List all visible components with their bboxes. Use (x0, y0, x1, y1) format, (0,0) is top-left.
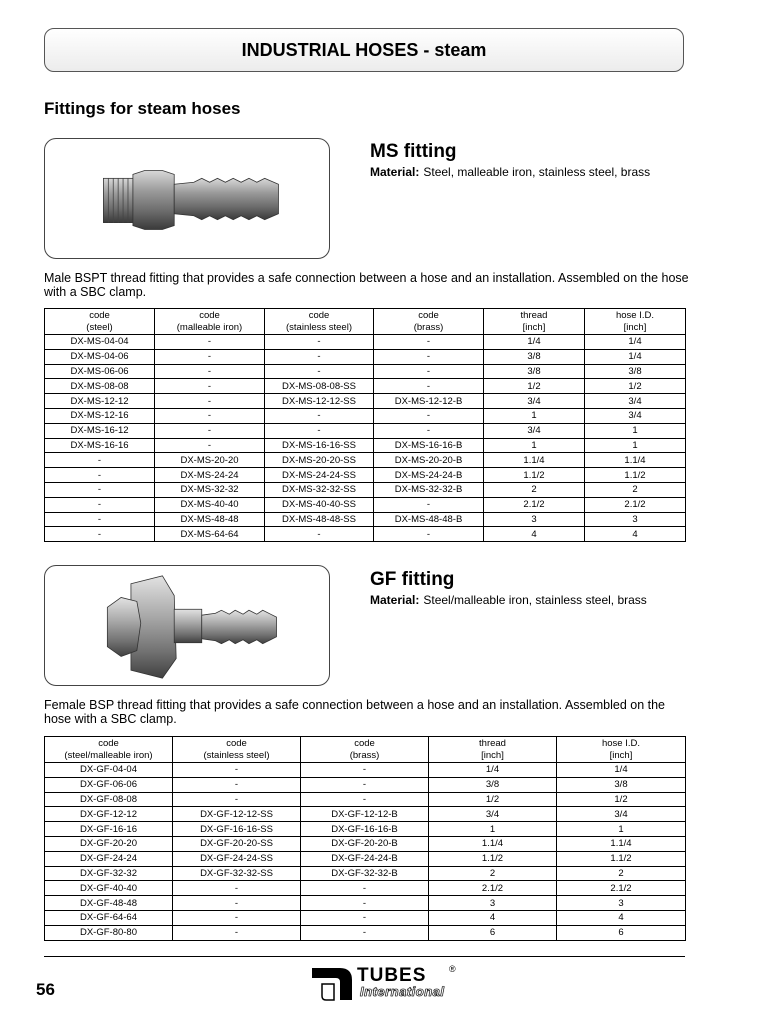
table-cell: 4 (484, 527, 585, 542)
table-cell: DX-GF-80-80 (45, 925, 173, 940)
table-cell: DX-MS-40-40-SS (265, 497, 374, 512)
table-cell: 2.1/2 (557, 881, 686, 896)
table-cell: DX-GF-12-12-B (301, 807, 429, 822)
table-cell: DX-MS-32-32-B (374, 482, 484, 497)
footer-divider (44, 956, 685, 957)
gf-col-header-line: (brass) (349, 749, 380, 761)
gf-col-header-line: [inch] (609, 749, 633, 761)
table-cell: DX-MS-12-12-SS (265, 394, 374, 409)
table-row (45, 335, 686, 350)
table-cell: - (301, 881, 429, 896)
table-cell: 2.1/2 (429, 881, 557, 896)
table-cell: DX-MS-40-40 (155, 497, 265, 512)
table-cell: DX-MS-32-32 (155, 482, 265, 497)
table-cell: 1.1/2 (484, 468, 585, 483)
table-cell: 3/4 (557, 807, 686, 822)
tubes-logo (312, 964, 472, 1004)
table-cell: 3/8 (557, 777, 686, 792)
table-cell: 1.1/4 (585, 453, 686, 468)
table-cell: - (155, 335, 265, 350)
ms-fitting-material (370, 165, 650, 179)
table-row (45, 836, 686, 851)
table-cell: DX-MS-08-08 (45, 379, 155, 394)
table-cell: - (173, 792, 301, 807)
table-row (45, 910, 686, 925)
table-cell: 2 (557, 866, 686, 881)
table-row (45, 349, 686, 364)
table-cell: DX-MS-20-20 (155, 453, 265, 468)
table-cell: 3/4 (585, 408, 686, 423)
table-cell: - (45, 497, 155, 512)
table-cell: DX-GF-20-20-B (301, 836, 429, 851)
table-cell: DX-GF-40-40 (45, 881, 173, 896)
ms-col-header-line: (stainless steel) (286, 321, 352, 333)
table-cell: 4 (429, 910, 557, 925)
table-cell: DX-MS-12-12 (45, 394, 155, 409)
table-cell: DX-MS-04-06 (45, 349, 155, 364)
ms-col-header (155, 309, 265, 335)
table-cell: - (45, 453, 155, 468)
table-row (45, 866, 686, 881)
logo-registered-mark: ® (449, 964, 456, 974)
table-cell: 3 (557, 896, 686, 911)
table-row (45, 896, 686, 911)
table-cell: 2.1/2 (585, 497, 686, 512)
table-cell: DX-MS-24-24-SS (265, 468, 374, 483)
table-cell: 1/2 (557, 792, 686, 807)
table-cell: - (301, 910, 429, 925)
table-cell: - (374, 497, 484, 512)
ms-col-header-line: (malleable iron) (176, 321, 243, 333)
table-row (45, 851, 686, 866)
table-cell: 3/8 (585, 364, 686, 379)
ms-col-header-line: hose I.D. (615, 309, 655, 321)
table-cell: DX-MS-16-12 (45, 423, 155, 438)
table-cell: 1.1/2 (585, 468, 686, 483)
table-row (45, 512, 686, 527)
table-cell: 3/4 (484, 423, 585, 438)
ms-fitting-description: Male BSPT thread fitting that provides a safe connection between a hose and an installation. Assembled on the hose with a SBC clamp. (44, 271, 689, 299)
table-cell: - (173, 896, 301, 911)
table-cell: 1.1/4 (484, 453, 585, 468)
table-cell: - (45, 468, 155, 483)
table-cell: - (155, 379, 265, 394)
ms-col-header (585, 309, 686, 335)
table-cell: DX-GF-04-04 (45, 763, 173, 778)
table-cell: 1/2 (585, 379, 686, 394)
table-row (45, 777, 686, 792)
ms-col-header (45, 309, 155, 335)
table-cell: - (265, 349, 374, 364)
table-cell: 1 (585, 438, 686, 453)
table-cell: DX-GF-12-12 (45, 807, 173, 822)
table-cell: - (155, 394, 265, 409)
table-cell: DX-GF-16-16-B (301, 822, 429, 837)
table-cell: - (155, 408, 265, 423)
gf-col-header (45, 737, 173, 763)
table-cell: DX-MS-20-20-B (374, 453, 484, 468)
gf-fitting-image (45, 566, 329, 685)
table-cell: DX-MS-08-08-SS (265, 379, 374, 394)
table-row (45, 881, 686, 896)
gf-fitting-description: Female BSP thread fitting that provides a safe connection between a hose and an installation. Assembled on the hose with a SBC clamp. (44, 698, 666, 726)
table-cell: DX-MS-12-12-B (374, 394, 484, 409)
table-cell: 3/8 (484, 349, 585, 364)
table-cell: DX-GF-08-08 (45, 792, 173, 807)
table-cell: 1/4 (484, 335, 585, 350)
gf-table-header-row (45, 737, 686, 763)
gf-col-header-line: hose I.D. (601, 737, 641, 749)
table-cell: - (173, 881, 301, 896)
table-cell: - (45, 527, 155, 542)
table-cell: - (301, 925, 429, 940)
table-cell: DX-MS-06-06 (45, 364, 155, 379)
ms-col-header (265, 309, 374, 335)
table-cell: - (155, 438, 265, 453)
table-row (45, 527, 686, 542)
gf-fitting-title: GF fitting (370, 569, 455, 590)
table-row (45, 807, 686, 822)
table-cell: 2 (429, 866, 557, 881)
table-cell: - (301, 896, 429, 911)
table-cell: 1/2 (484, 379, 585, 394)
gf-col-header-line: code (354, 737, 375, 749)
table-cell: 3 (429, 896, 557, 911)
table-row (45, 438, 686, 453)
table-cell: 1/4 (585, 335, 686, 350)
table-cell: - (265, 423, 374, 438)
ms-col-header-line: code (418, 309, 439, 321)
table-cell: 3/8 (484, 364, 585, 379)
gf-col-header (173, 737, 301, 763)
table-cell: 1/2 (429, 792, 557, 807)
gf-col-header (301, 737, 429, 763)
ms-col-header-line: code (199, 309, 220, 321)
table-row (45, 763, 686, 778)
table-cell: - (301, 792, 429, 807)
gf-col-header (429, 737, 557, 763)
table-cell: 4 (557, 910, 686, 925)
table-cell: - (45, 482, 155, 497)
ms-col-header-line: [inch] (623, 321, 647, 333)
table-cell: - (374, 423, 484, 438)
table-row (45, 364, 686, 379)
table-cell: 3/4 (585, 394, 686, 409)
table-cell: DX-GF-06-06 (45, 777, 173, 792)
table-cell: DX-GF-24-24-SS (173, 851, 301, 866)
ms-table-header-row (45, 309, 686, 335)
table-cell: 1 (585, 423, 686, 438)
table-cell: 1.1/2 (557, 851, 686, 866)
table-cell: 1 (484, 438, 585, 453)
page-number: 56 (36, 980, 55, 999)
table-cell: 1/4 (429, 763, 557, 778)
page-title: INDUSTRIAL HOSES - steam (241, 39, 487, 60)
table-cell: DX-GF-32-32-SS (173, 866, 301, 881)
table-row (45, 925, 686, 940)
table-cell: 2 (484, 482, 585, 497)
table-row (45, 453, 686, 468)
table-cell: DX-MS-16-16-B (374, 438, 484, 453)
tubes-logo-icon (312, 966, 354, 1002)
table-row (45, 379, 686, 394)
gf-col-header-line: thread (479, 737, 506, 749)
gf-fitting-table (44, 736, 686, 941)
table-cell: - (374, 408, 484, 423)
table-cell: DX-MS-48-48 (155, 512, 265, 527)
gf-material-label: Material: (370, 593, 420, 607)
table-cell: DX-GF-32-32-B (301, 866, 429, 881)
table-cell: - (265, 408, 374, 423)
table-cell: - (301, 763, 429, 778)
table-row (45, 394, 686, 409)
table-cell: DX-GF-32-32 (45, 866, 173, 881)
table-cell: - (155, 349, 265, 364)
gf-col-header-line: [inch] (481, 749, 504, 761)
ms-fitting-table (44, 308, 686, 542)
table-cell: DX-MS-24-24-B (374, 468, 484, 483)
table-cell: 3 (585, 512, 686, 527)
table-cell: 3/8 (429, 777, 557, 792)
ms-col-header-line: thread (520, 309, 548, 321)
table-cell: DX-MS-04-04 (45, 335, 155, 350)
table-cell: - (173, 925, 301, 940)
table-row (45, 423, 686, 438)
ms-col-header (484, 309, 585, 335)
table-cell: 1.1/4 (557, 836, 686, 851)
table-cell: 3/4 (429, 807, 557, 822)
table-cell: - (374, 349, 484, 364)
table-cell: - (374, 527, 484, 542)
table-cell: DX-MS-16-16 (45, 438, 155, 453)
table-cell: - (374, 364, 484, 379)
table-cell: 3/4 (484, 394, 585, 409)
table-row (45, 482, 686, 497)
gf-material-value: Steel/malleable iron, stainless steel, brass (423, 593, 647, 607)
ms-col-header (374, 309, 484, 335)
table-cell: DX-GF-64-64 (45, 910, 173, 925)
table-cell: DX-GF-16-16-SS (173, 822, 301, 837)
section-title: Fittings for steam hoses (44, 99, 241, 118)
gf-col-header-line: code (226, 737, 247, 749)
ms-col-header-line: [inch] (522, 321, 546, 333)
ms-col-header-line: (brass) (413, 321, 444, 333)
table-cell: 6 (557, 925, 686, 940)
table-cell: 1/4 (585, 349, 686, 364)
table-cell: DX-MS-24-24 (155, 468, 265, 483)
table-row (45, 792, 686, 807)
table-cell: 1 (484, 408, 585, 423)
table-cell: DX-GF-20-20-SS (173, 836, 301, 851)
gf-fitting-photo (44, 565, 330, 686)
table-cell: 1 (429, 822, 557, 837)
table-cell: - (374, 379, 484, 394)
table-cell: 6 (429, 925, 557, 940)
table-cell: 1.1/2 (429, 851, 557, 866)
table-cell: DX-GF-20-20 (45, 836, 173, 851)
table-cell: - (173, 910, 301, 925)
table-cell: - (265, 364, 374, 379)
table-cell: DX-GF-48-48 (45, 896, 173, 911)
table-cell: 4 (585, 527, 686, 542)
ms-material-value: Steel, malleable iron, stainless steel, brass (423, 165, 651, 179)
ms-col-header-line: code (308, 309, 330, 321)
gf-col-header (557, 737, 686, 763)
table-cell: DX-MS-16-16-SS (265, 438, 374, 453)
ms-material-label: Material: (370, 165, 420, 179)
table-cell: - (45, 512, 155, 527)
table-cell: DX-GF-24-24-B (301, 851, 429, 866)
table-cell: - (265, 335, 374, 350)
table-cell: - (265, 527, 374, 542)
table-cell: DX-GF-16-16 (45, 822, 173, 837)
ms-col-header-line: code (89, 309, 110, 321)
table-cell: DX-MS-48-48-B (374, 512, 484, 527)
table-row (45, 408, 686, 423)
table-cell: - (301, 777, 429, 792)
table-row (45, 468, 686, 483)
ms-fitting-image (45, 139, 329, 258)
logo-word: TUBES (357, 965, 427, 986)
gf-col-header-line: code (98, 737, 119, 749)
ms-col-header-line: (steel) (86, 321, 113, 333)
table-cell: DX-MS-64-64 (155, 527, 265, 542)
table-cell: DX-MS-48-48-SS (265, 512, 374, 527)
table-cell: DX-MS-20-20-SS (265, 453, 374, 468)
logo-subtitle: International (360, 984, 445, 999)
table-cell: 1.1/4 (429, 836, 557, 851)
gf-col-header-line: (steel/malleable iron) (64, 749, 153, 761)
table-cell: - (374, 335, 484, 350)
gf-fitting-material (370, 593, 647, 607)
table-cell: - (173, 763, 301, 778)
ms-fitting-photo (44, 138, 330, 259)
table-row (45, 822, 686, 837)
table-row (45, 497, 686, 512)
table-cell: 2 (585, 482, 686, 497)
table-cell: - (155, 423, 265, 438)
table-cell: DX-MS-12-16 (45, 408, 155, 423)
table-cell: 2.1/2 (484, 497, 585, 512)
gf-col-header-line: (stainless steel) (203, 749, 270, 761)
table-cell: DX-GF-12-12-SS (173, 807, 301, 822)
table-cell: 1 (557, 822, 686, 837)
table-cell: - (155, 364, 265, 379)
table-cell: 3 (484, 512, 585, 527)
table-cell: 1/4 (557, 763, 686, 778)
table-cell: - (173, 777, 301, 792)
table-cell: DX-MS-32-32-SS (265, 482, 374, 497)
page-header (44, 28, 684, 72)
ms-fitting-title: MS fitting (370, 141, 457, 162)
table-cell: DX-GF-24-24 (45, 851, 173, 866)
